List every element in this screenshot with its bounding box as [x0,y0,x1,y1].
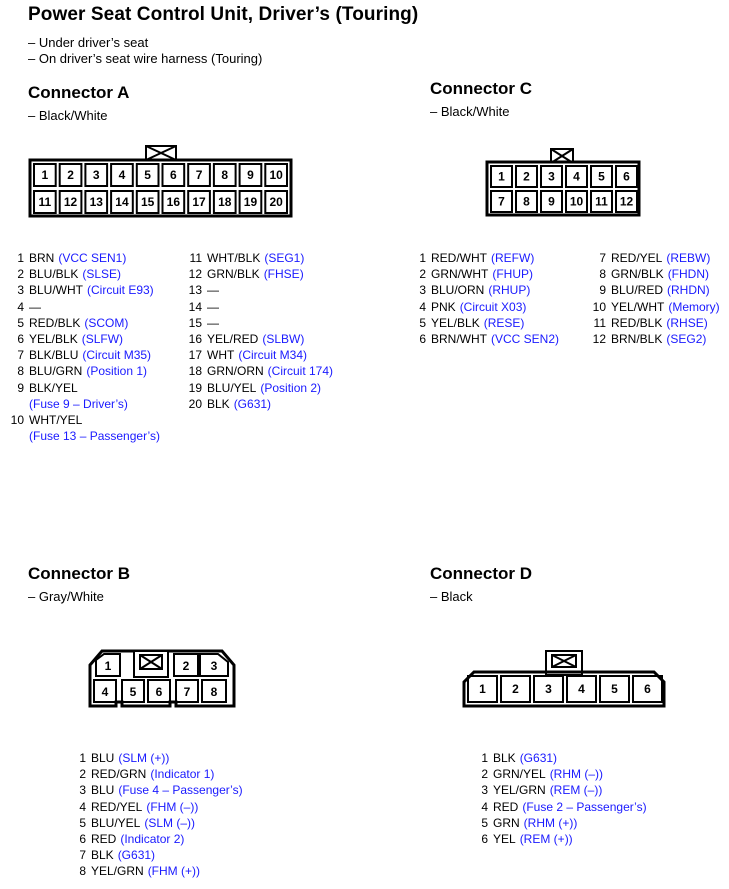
pin-number: 1 [481,751,488,765]
circuit-name: (Circuit M35) [82,348,152,363]
connector-c-pin: 2 [523,169,530,184]
circuit-name: (Indicator 1) [150,767,215,782]
pin-row [186,266,333,282]
circuit-name: (Memory) [668,299,720,314]
connector-a-pin: 20 [269,195,283,209]
wire-color: GRN/BLK [611,267,664,282]
pin-number: 15 [188,315,202,330]
connector-b-pin: 6 [155,685,163,699]
pin-number: 12 [188,267,202,282]
wire-color: BRN/WHT [431,332,487,347]
pin-row [8,331,160,347]
pin-row [70,815,243,831]
connector-d-diagram [460,648,668,710]
connector-a-pin: 11 [38,195,52,209]
connector-b-pinlist [70,750,243,880]
connector-b-title: Connector B [28,564,130,583]
connector-c-pin: 11 [595,194,608,209]
pin-row [588,315,720,331]
pin-row [70,863,243,879]
connector-b-pin: 4 [101,685,109,699]
wire-color: BLU/ORN [431,283,485,298]
circuit-name: (REM (–)) [549,783,603,798]
pin-row [186,347,333,363]
pin-number: 5 [419,315,426,330]
circuit-name: (Fuse 2 – Passenger’s) [522,799,647,814]
page-title: Power Seat Control Unit, Driver’s (Touring) [28,4,419,25]
connector-a-pin: 1 [41,168,49,182]
pin-number: 7 [599,251,606,265]
wire-color: BRN [29,251,55,265]
circuit-name: (Position 1) [86,364,148,379]
connector-a-pin: 18 [218,195,232,209]
location-line-1: – Under driver’s seat [28,35,149,50]
pin-number: 9 [17,380,24,395]
connector-a-pin: 6 [170,168,177,182]
circuit-name: (RHM (+)) [523,815,578,830]
pin-row [8,315,160,331]
circuit-name: (G631) [117,848,156,863]
pin-row [472,831,647,847]
wire-color: RED [493,799,519,814]
connector-b-pin: 3 [210,659,218,673]
connector-c-pin: 8 [523,194,530,209]
connector-c-pinlist-right [588,250,720,347]
connector-c-pin: 3 [548,169,555,184]
wire-color: BLU/WHT [29,283,83,298]
pin-number: 1 [17,251,24,265]
pin-number: 8 [79,864,86,879]
connector-d-pin: 5 [611,682,618,696]
pin-number: 5 [79,815,86,830]
connector-b-pin: 7 [183,685,191,699]
pin-number: 5 [17,315,24,330]
connector-d-pin: 1 [479,682,486,696]
circuit-name: (SLFW) [81,332,124,347]
circuit-name: (Circuit 174) [267,364,334,379]
circuit-name: (FHSE) [263,267,304,282]
pin-number: 1 [419,251,426,265]
circuit-name: (FHDN) [667,267,710,282]
wire-color: BLK [207,396,230,411]
pin-row [410,250,559,266]
connector-c-pin: 5 [598,169,605,184]
connector-a-pin: 17 [192,195,206,209]
wire-color: — [207,283,219,298]
circuit-name: (Position 2) [260,380,322,395]
connector-c-color: – Black/White [430,104,510,119]
connector-a-pin: 3 [92,168,100,182]
pin-number: 2 [17,267,24,282]
circuit-name: (G631) [519,751,558,765]
connector-c-pin: 4 [573,169,580,184]
wire-color: YEL/RED [207,332,259,347]
pin-row [588,331,720,347]
wire-color: RED/GRN [91,767,147,782]
wire-color: YEL/BLK [29,332,78,347]
circuit-name: (FHUP) [492,267,533,282]
pin-row [8,380,160,396]
connector-a-pinlist-left [8,250,160,444]
circuit-name: (Indicator 2) [120,832,185,847]
wire-color: BLU/RED [611,283,664,298]
pin-row [588,266,720,282]
circuit-name: (Circuit M34) [238,348,307,363]
pin-number: 4 [481,799,488,814]
pin-number: 4 [17,299,24,314]
connector-c-pin: 9 [548,194,555,209]
pin-number: 14 [188,299,202,314]
wire-color: WHT/BLK [207,251,261,265]
wire-color: BRN/BLK [611,332,663,347]
wire-color: RED/WHT [431,251,487,265]
connector-d-pinlist [472,750,647,847]
pin-row [70,831,243,847]
connector-a-color: – Black/White [28,108,108,123]
circuit-name: (RHSE) [666,315,708,330]
pin-row [472,782,647,798]
wire-color: BLK [493,751,516,765]
circuit-name: (Fuse 9 – Driver’s) [29,396,128,411]
pin-number: 9 [599,283,606,298]
connector-a-pin: 2 [67,168,74,182]
circuit-name: (RHDN) [667,283,710,298]
connector-c-pin: 7 [498,194,505,209]
pin-number: 20 [188,396,202,411]
circuit-name: (FHM (–)) [146,799,199,814]
connector-c-pin: 6 [623,169,630,184]
pin-number: 17 [188,348,202,363]
connector-c-pinlist-left [410,250,559,347]
connector-d-pin: 4 [578,682,585,696]
connector-d-pin: 2 [512,682,519,696]
wire-color: — [207,315,219,330]
connector-a-pin: 10 [269,168,283,182]
pin-number: 7 [17,348,24,363]
circuit-name: (VCC SEN1) [58,251,127,265]
pin-number: 4 [79,799,86,814]
circuit-name: (SCOM) [84,315,129,330]
connector-a-pin: 4 [118,168,126,182]
pin-number: 18 [188,364,202,379]
circuit-name: (G631) [233,396,272,411]
pin-number: 12 [592,332,606,347]
pin-row [186,250,333,266]
wire-color: RED/BLK [611,315,663,330]
circuit-name: (RHM (–)) [549,767,604,782]
circuit-name: (SLSE) [82,267,122,282]
wire-color: YEL [493,832,516,847]
connector-a-diagram [28,143,294,218]
circuit-name: (RHUP) [488,283,531,298]
pin-row [8,363,160,379]
pin-row [8,412,160,428]
pin-row [186,331,333,347]
circuit-name: (SLM (–)) [144,815,196,830]
connector-a-pin: 8 [221,168,229,182]
wire-color: GRN/WHT [431,267,489,282]
pin-row [472,750,647,766]
connector-a-pin: 14 [115,195,129,209]
pin-number: 11 [593,315,606,330]
pin-row [70,847,243,863]
wire-color: RED [91,832,117,847]
pin-number: 7 [79,848,86,863]
pin-number: 8 [17,364,24,379]
connector-a-pinlist-right [186,250,333,412]
circuit-name: (Circuit X03) [459,299,527,314]
circuit-name: (SLM (+)) [118,751,170,765]
wire-color: YEL/GRN [493,783,546,798]
circuit-name: (Fuse 13 – Passenger’s) [29,429,160,444]
pin-number: 5 [481,815,488,830]
wire-color: YEL/WHT [611,299,665,314]
connector-a-pin: 9 [247,168,254,182]
circuit-name: (SLBW) [262,332,305,347]
pin-number: 3 [17,283,24,298]
pin-number: 1 [79,751,86,765]
pin-row [8,250,160,266]
connector-c-pin: 12 [619,194,634,209]
location-line-2: – On driver’s seat wire harness (Touring) [28,51,263,66]
connector-c-pin: 1 [498,169,505,184]
pin-row [70,782,243,798]
pin-row [70,750,243,766]
connector-b-pin: 5 [129,685,137,699]
connector-b-pin: 2 [182,659,190,673]
pin-row [410,282,559,298]
circuit-name: (REM (+)) [519,832,573,847]
circuit-name: (REFW) [491,251,535,265]
pin-row [8,347,160,363]
wire-color: BLU [91,783,115,798]
pin-number: 6 [79,832,86,847]
connector-a-pin: 15 [140,195,155,209]
connector-d-color: – Black [430,589,473,604]
circuit-name: (SEG2) [666,332,707,347]
wire-color: BLK/YEL [29,380,78,395]
pin-number: 8 [599,267,606,282]
connector-c-title: Connector C [430,79,532,98]
pin-number: 16 [188,332,202,347]
pin-number: 4 [419,299,426,314]
pin-row [8,266,160,282]
pin-number: 3 [481,783,488,798]
wire-color: GRN [493,815,520,830]
pin-row [472,799,647,815]
pin-row [186,315,333,331]
wire-color: BLU/YEL [91,815,141,830]
wire-color: YEL/GRN [91,864,144,879]
connector-a-pin: 7 [195,168,203,182]
circuit-name: (FHM (+)) [147,864,201,879]
connector-b-diagram [88,648,236,710]
wire-color: WHT/YEL [29,413,83,428]
connector-a-pin: 5 [144,168,151,182]
connector-d-pin: 3 [545,682,552,696]
connector-a-pin: 13 [89,195,103,209]
pin-number: 13 [188,283,202,298]
connector-d-pin: 6 [644,682,651,696]
pin-row [410,266,559,282]
wire-color: RED/YEL [91,799,143,814]
wire-color: BLU/YEL [207,380,257,395]
pin-row [472,766,647,782]
wire-color: GRN/YEL [493,767,546,782]
wire-color: YEL/BLK [431,315,480,330]
circuit-name: (Fuse 4 – Passenger’s) [118,783,243,798]
wire-color: BLU [91,751,115,765]
pin-number: 19 [188,380,202,395]
pin-row [186,380,333,396]
pin-row [8,299,160,315]
wire-color: WHT [207,348,235,363]
wire-color: BLK/BLU [29,348,79,363]
connector-d-title: Connector D [430,564,532,583]
pin-number: 6 [419,332,426,347]
pin-row [410,331,559,347]
connector-b-pin: 8 [210,685,218,699]
wire-color: RED/BLK [29,315,81,330]
pin-number: 6 [481,832,488,847]
pin-number: 10 [10,413,24,428]
connector-b-color: – Gray/White [28,589,104,604]
wire-color: BLU/BLK [29,267,79,282]
pin-row [186,282,333,298]
wire-color: GRN/ORN [207,364,264,379]
connector-c-diagram [485,145,643,217]
pin-number: 2 [481,767,488,782]
pin-row [472,815,647,831]
pin-number: 3 [79,783,86,798]
pin-number: 2 [419,267,426,282]
circuit-name: (SEG1) [264,251,305,265]
pin-number: 11 [189,251,202,265]
pin-number: 10 [592,299,606,314]
pin-row [186,363,333,379]
connector-c-pin: 10 [569,194,584,209]
pin-row [588,282,720,298]
wire-color: — [29,299,41,314]
pin-row [588,250,720,266]
wire-color: GRN/BLK [207,267,260,282]
connector-a-title: Connector A [28,83,130,102]
circuit-name: (VCC SEN2) [491,332,560,347]
wire-color: BLK [91,848,114,863]
pin-number: 2 [79,767,86,782]
circuit-name: (REBW) [666,251,711,265]
wire-color: RED/YEL [611,251,663,265]
pin-row [186,299,333,315]
connector-a-pin: 16 [166,195,181,209]
wire-color: BLU/GRN [29,364,83,379]
pin-row [8,282,160,298]
pin-row [410,315,559,331]
pin-row [70,766,243,782]
pin-row [410,299,559,315]
pin-number: 6 [17,332,24,347]
pin-row [186,396,333,412]
circuit-name: (RESE) [483,315,525,330]
connector-a-pin: 12 [63,195,78,209]
connector-b-pin: 1 [104,659,112,673]
circuit-name: (Circuit E93) [87,283,154,298]
pin-row [588,299,720,315]
wire-color: — [207,299,219,314]
pin-number: 3 [419,283,426,298]
wire-color: PNK [431,299,456,314]
connector-a-pin: 19 [243,195,258,209]
pin-row [70,799,243,815]
